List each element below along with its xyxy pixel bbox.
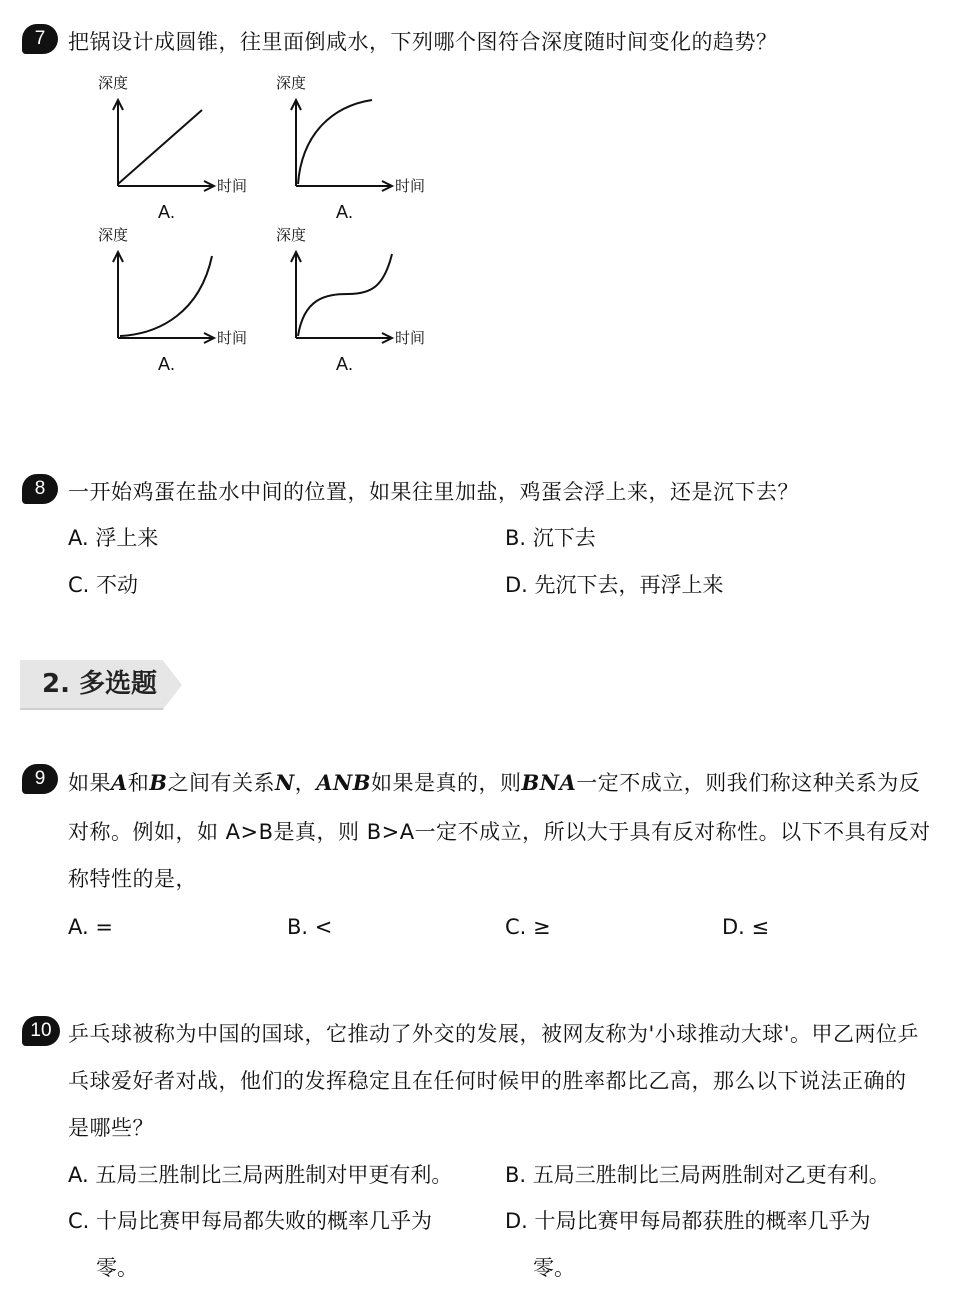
- question-number: 9: [34, 768, 46, 789]
- option-d[interactable]: D. 先沉下去，再浮上来: [505, 573, 724, 597]
- option-a[interactable]: A. 浮上来: [68, 526, 159, 550]
- option-b[interactable]: B. 沉下去: [505, 526, 596, 550]
- graph-concave: [268, 68, 443, 218]
- y-axis-label: 深度: [276, 74, 307, 92]
- math-symbol: N: [275, 770, 295, 795]
- y-axis-label: 深度: [276, 226, 307, 244]
- depth-curve: [118, 110, 202, 184]
- option-a[interactable]: [68, 1160, 452, 1190]
- depth-curve: [120, 256, 212, 336]
- graph-convex: [90, 220, 265, 370]
- option-text: C. 十局比赛甲每局都失败的概率几乎为: [68, 1209, 433, 1233]
- graph-s-curve: [268, 220, 443, 370]
- option-text: B. 五局三胜制比三局两胜制对乙更有利。: [505, 1163, 890, 1187]
- option-b[interactable]: [505, 1160, 890, 1190]
- question-text-line-3: 是哪些？: [68, 1116, 154, 1140]
- math-symbol: A: [111, 770, 128, 795]
- x-axis-label: 时间: [217, 329, 248, 347]
- x-axis-label: 时间: [217, 177, 248, 195]
- x-axis-label: 时间: [395, 177, 426, 195]
- option-c[interactable]: [68, 1206, 432, 1283]
- math-expression: ANB: [316, 770, 371, 795]
- option-c[interactable]: C. ≥: [505, 915, 551, 939]
- option-text-continued: 零。: [96, 1256, 138, 1280]
- graph-caption: A.: [158, 202, 176, 218]
- section-title: 2. 多选题: [42, 669, 158, 699]
- option-a[interactable]: A. =: [68, 915, 113, 939]
- question-text-line-1: [68, 760, 920, 806]
- depth-curve: [298, 254, 392, 336]
- graph-linear: [90, 68, 265, 218]
- question-number-badge: [22, 474, 58, 504]
- depth-curve: [298, 100, 372, 184]
- question-text-line-3: 称特性的是，: [68, 867, 197, 891]
- question-number-badge: [22, 1016, 60, 1046]
- option-d[interactable]: D. ≤: [722, 915, 770, 939]
- text-segment: 如果是真的，则: [371, 771, 522, 795]
- graph-caption: A.: [336, 202, 354, 218]
- y-axis-label: 深度: [98, 226, 129, 244]
- question-text: 一开始鸡蛋在盐水中间的位置，如果往里加盐，鸡蛋会浮上来，还是沉下去？: [68, 480, 799, 504]
- graph-caption: A.: [336, 354, 354, 370]
- math-symbol: B: [149, 770, 168, 795]
- text-segment: 如果: [68, 771, 111, 795]
- question-number: 8: [34, 478, 46, 499]
- question-number: 10: [30, 1020, 52, 1041]
- text-segment: 之间有关系: [167, 771, 276, 795]
- text-segment: 一定不成立，则我们称这种关系为反: [576, 771, 921, 795]
- question-number-badge: [22, 764, 58, 794]
- question-text: 把锅设计成圆锥，往里面倒咸水，下列哪个图符合深度随时间变化的趋势？: [68, 30, 778, 54]
- question-number: 7: [34, 28, 46, 49]
- x-axis-label: 时间: [395, 329, 426, 347]
- graph-caption: A.: [158, 354, 176, 370]
- question-text-line-2: 乓球爱好者对战，他们的发挥稳定且在任何时候甲的胜率都比乙高，那么以下说法正确的: [68, 1069, 907, 1093]
- math-expression: BNA: [521, 770, 577, 795]
- question-number-badge: [22, 24, 58, 54]
- text-segment: 和: [127, 771, 150, 795]
- option-b[interactable]: B. <: [287, 915, 333, 939]
- question-text-line-2: 对称。例如，如 A>B是真，则 B>A一定不成立，所以大于具有反对称性。以下不具有反对: [68, 820, 931, 844]
- y-axis-label: 深度: [98, 74, 129, 92]
- option-c[interactable]: C. 不动: [68, 573, 139, 597]
- option-text-continued: 零。: [533, 1256, 575, 1280]
- text-segment: ，: [294, 771, 317, 795]
- option-d[interactable]: [505, 1206, 871, 1283]
- option-text: D. 十局比赛甲每局都获胜的概率几乎为: [505, 1209, 871, 1233]
- option-text: A. 五局三胜制比三局两胜制对甲更有利。: [68, 1163, 453, 1187]
- question-text-line-1: 乒乓球被称为中国的国球，它推动了外交的发展，被网友称为'小球推动大球'。甲乙两位乒: [68, 1022, 920, 1046]
